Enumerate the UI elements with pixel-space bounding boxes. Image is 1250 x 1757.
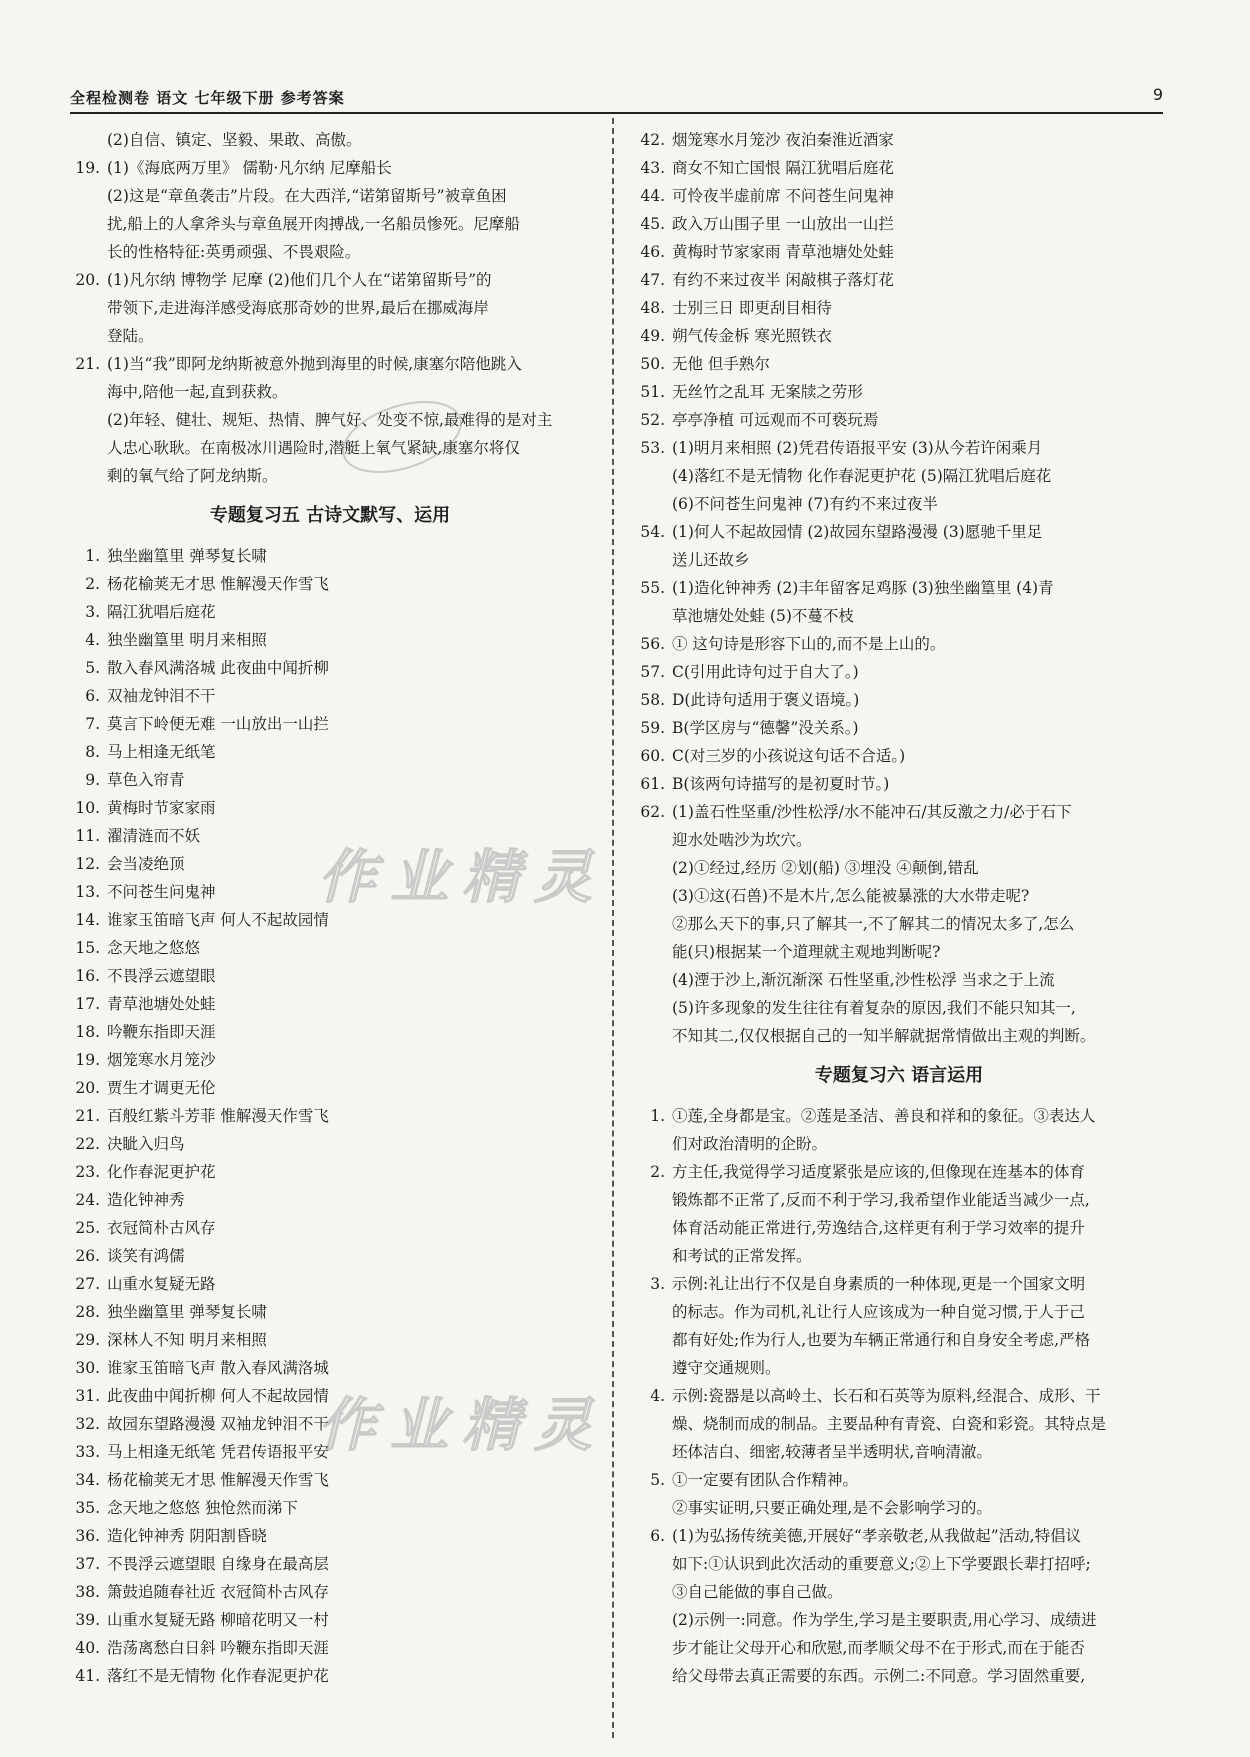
answer-item bbox=[70, 962, 590, 990]
answer-line: 政入万山围子里 一山放出一山拦 bbox=[672, 215, 894, 233]
answer-line: (1)明月来相照 (2)凭君传语报平安 (3)从今若许闲乘月 bbox=[672, 439, 1043, 457]
answer-item bbox=[635, 658, 1163, 686]
answer-item bbox=[70, 1466, 590, 1494]
answer-item bbox=[70, 154, 590, 266]
answer-number: 59. bbox=[640, 719, 665, 737]
answer-line: ②那么天下的事,只了解其一,不了解其二的情况太多了,怎么 bbox=[672, 915, 1075, 933]
answer-line: 不畏浮云遮望眼 自缘身在最高层 bbox=[107, 1555, 329, 1573]
answer-item bbox=[70, 1046, 590, 1074]
answer-item bbox=[70, 710, 590, 738]
answer-number: 24. bbox=[75, 1191, 100, 1209]
answer-item bbox=[635, 238, 1163, 266]
answer-line: (4)落红不是无情物 化作春泥更护花 (5)隔江犹唱后庭花 bbox=[672, 467, 1052, 485]
answer-number: 21. bbox=[75, 1107, 100, 1125]
answer-item bbox=[70, 1606, 590, 1634]
answer-line: (2)示例一:同意。作为学生,学习是主要职责,用心学习、成绩进 bbox=[672, 1611, 1097, 1629]
answer-line: ① 这句诗是形容下山的,而不是上山的。 bbox=[672, 635, 946, 653]
answer-item bbox=[635, 182, 1163, 210]
answer-number: 27. bbox=[75, 1275, 100, 1293]
answer-line: ②事实证明,只要正确处理,是不会影响学习的。 bbox=[672, 1499, 992, 1517]
answer-number: 12. bbox=[75, 855, 100, 873]
answer-item bbox=[70, 350, 590, 490]
answer-number: 35. bbox=[75, 1499, 100, 1517]
answer-number: 25. bbox=[75, 1219, 100, 1237]
answer-line: 决眦入归鸟 bbox=[107, 1135, 185, 1153]
answer-line: (2)①经过,经历 ②划(船) ③埋没 ④颠倒,错乱 bbox=[672, 859, 979, 877]
answer-line: 坯体洁白、细密,较薄者呈半透明状,音响清澈。 bbox=[672, 1443, 992, 1461]
answer-line: 黄梅时节家家雨 青草池塘处处蛙 bbox=[672, 243, 894, 261]
answer-line: 独坐幽篁里 弹琴复长啸 bbox=[107, 1303, 267, 1321]
answer-number: 39. bbox=[75, 1611, 100, 1629]
answer-item bbox=[635, 1522, 1163, 1690]
answer-number: 5. bbox=[650, 1471, 665, 1489]
answer-item bbox=[635, 210, 1163, 238]
answer-number: 3. bbox=[650, 1275, 665, 1293]
answer-number: 33. bbox=[75, 1443, 100, 1461]
answer-line: 马上相逢无纸笔 凭君传语报平安 bbox=[107, 1443, 329, 1461]
answer-number: 46. bbox=[640, 243, 665, 261]
answer-line: 浩荡离愁白日斜 吟鞭东指即天涯 bbox=[107, 1639, 329, 1657]
answer-number: 57. bbox=[640, 663, 665, 681]
answer-item bbox=[70, 1662, 590, 1690]
answer-line: 迎水处啮沙为坎穴。 bbox=[672, 831, 812, 849]
answer-item bbox=[635, 294, 1163, 322]
answer-line: 海中,陪他一起,直到获救。 bbox=[107, 383, 288, 401]
watermark-text: 作业精灵 bbox=[318, 1391, 607, 1459]
answer-line: 谁家玉笛暗飞声 何人不起故园情 bbox=[107, 911, 329, 929]
answer-number: 56. bbox=[640, 635, 665, 653]
answer-item bbox=[70, 1102, 590, 1130]
answer-number: 51. bbox=[640, 383, 665, 401]
answer-item bbox=[70, 794, 590, 822]
answer-number: 41. bbox=[75, 1667, 100, 1685]
answer-line: 无丝竹之乱耳 无案牍之劳形 bbox=[672, 383, 863, 401]
answer-number: 62. bbox=[640, 803, 665, 821]
answer-number: 38. bbox=[75, 1583, 100, 1601]
answer-number: 6. bbox=[85, 687, 100, 705]
answer-item bbox=[70, 934, 590, 962]
answer-line: 会当凌绝顶 bbox=[107, 855, 185, 873]
answer-item bbox=[70, 1270, 590, 1298]
answer-number: 11. bbox=[75, 827, 100, 845]
answer-line: 都有好处;作为行人,也要为车辆正常通行和自身安全考虑,严格 bbox=[672, 1331, 1091, 1349]
answer-number: 1. bbox=[650, 1107, 665, 1125]
answer-number: 23. bbox=[75, 1163, 100, 1181]
answer-line: 深林人不知 明月来相照 bbox=[107, 1331, 267, 1349]
answer-number: 2. bbox=[650, 1163, 665, 1181]
answer-item bbox=[635, 686, 1163, 714]
answer-line: 莫言下岭便无难 一山放出一山拦 bbox=[107, 715, 329, 733]
answer-line: 不知其二,仅仅根据自己的一知半解就据常情做出主观的判断。 bbox=[672, 1027, 1096, 1045]
answer-number: 53. bbox=[640, 439, 665, 457]
page-number: 9 bbox=[1152, 85, 1163, 104]
answer-line: 有约不来过夜半 闲敲棋子落灯花 bbox=[672, 271, 894, 289]
answer-number: 17. bbox=[75, 995, 100, 1013]
answer-item bbox=[635, 154, 1163, 182]
answer-line: (6)不问苍生问鬼神 (7)有约不来过夜半 bbox=[672, 495, 938, 513]
answer-number: 20. bbox=[75, 1079, 100, 1097]
answer-line: 杨花榆荚无才思 惟解漫天作雪飞 bbox=[107, 575, 329, 593]
answer-item bbox=[635, 434, 1163, 518]
answer-line: 能(只)根据某一个道理就主观地判断呢? bbox=[672, 943, 941, 961]
answer-line: 化作春泥更护花 bbox=[107, 1163, 216, 1181]
answer-item bbox=[635, 322, 1163, 350]
answer-number: 10. bbox=[75, 799, 100, 817]
answer-line: 黄梅时节家家雨 bbox=[107, 799, 216, 817]
page-header bbox=[70, 82, 1163, 114]
answer-item bbox=[70, 626, 590, 654]
answer-line: (1)为弘扬传统美德,开展好“孝亲敬老,从我做起”活动,特倡议 bbox=[672, 1527, 1082, 1545]
answer-line: 示例:礼让出行不仅是自身素质的一种体现,更是一个国家文明 bbox=[672, 1275, 1086, 1293]
answer-line: 独坐幽篁里 弹琴复长啸 bbox=[107, 547, 267, 565]
answer-item bbox=[70, 126, 590, 154]
answer-line: 烟笼寒水月笼沙 夜泊秦淮近酒家 bbox=[672, 131, 894, 149]
answer-item bbox=[70, 1494, 590, 1522]
answer-item bbox=[70, 738, 590, 766]
answer-number: 42. bbox=[640, 131, 665, 149]
answer-number: 7. bbox=[85, 715, 100, 733]
answer-line: (2)自信、镇定、坚毅、果敢、高傲。 bbox=[107, 131, 362, 149]
answer-line: 步才能让父母开心和欣慰,而孝顺父母不在于形式,而在于能否 bbox=[672, 1639, 1085, 1657]
answer-line: 落红不是无情物 化作春泥更护花 bbox=[107, 1667, 329, 1685]
answer-item bbox=[635, 378, 1163, 406]
answer-number: 58. bbox=[640, 691, 665, 709]
answer-item bbox=[70, 1242, 590, 1270]
answer-item bbox=[635, 1102, 1163, 1158]
answer-item bbox=[70, 682, 590, 710]
answer-line: 的标志。作为司机,礼让行人应该成为一种自觉习惯,于人于己 bbox=[672, 1303, 1085, 1321]
answer-line: 方主任,我觉得学习适度紧张是应该的,但像现在连基本的体育 bbox=[672, 1163, 1085, 1181]
answer-line: 山重水复疑无路 柳暗花明又一村 bbox=[107, 1611, 329, 1629]
answer-line: 带领下,走进海洋感受海底那奇妙的世界,最后在挪威海岸 bbox=[107, 299, 489, 317]
answer-line: (1)凡尔纳 博物学 尼摩 (2)他们几个人在“诺第留斯号”的 bbox=[107, 271, 492, 289]
answer-number: 3. bbox=[85, 603, 100, 621]
answer-line: 给父母带去真正需要的东西。示例二:不同意。学习固然重要, bbox=[672, 1667, 1086, 1685]
answer-number: 19. bbox=[75, 159, 100, 177]
answer-line: 青草池塘处处蛙 bbox=[107, 995, 216, 1013]
answer-number: 40. bbox=[75, 1639, 100, 1657]
answer-line: 草色入帘青 bbox=[107, 771, 185, 789]
answer-number: 60. bbox=[640, 747, 665, 765]
answer-line: 双袖龙钟泪不干 bbox=[107, 687, 216, 705]
answer-line: 故园东望路漫漫 双袖龙钟泪不干 bbox=[107, 1415, 329, 1433]
answer-item bbox=[70, 1522, 590, 1550]
answer-number: 4. bbox=[650, 1387, 665, 1405]
answer-line: C(对三岁的小孩说这句话不合适。) bbox=[672, 747, 906, 765]
answer-line: 念天地之悠悠 bbox=[107, 939, 201, 957]
answer-item bbox=[70, 1298, 590, 1326]
answer-line: 长的性格特征:英勇顽强、不畏艰险。 bbox=[107, 243, 361, 261]
answer-line: ①一定要有团队合作精神。 bbox=[672, 1471, 859, 1489]
answer-line: 亭亭净植 可远观而不可亵玩焉 bbox=[672, 411, 879, 429]
answer-item bbox=[70, 990, 590, 1018]
answer-line: (3)①这(石兽)不是木片,怎么能被暴涨的大水带走呢? bbox=[672, 887, 1030, 905]
answer-number: 48. bbox=[640, 299, 665, 317]
answer-line: (2)这是“章鱼袭击”片段。在大西洋,“诺第留斯号”被章鱼困 bbox=[107, 187, 507, 205]
answer-number: 55. bbox=[640, 579, 665, 597]
answer-number: 14. bbox=[75, 911, 100, 929]
answer-item bbox=[635, 1270, 1163, 1382]
answer-item bbox=[70, 598, 590, 626]
answer-line: 草池塘处处蛙 (5)不蔓不枝 bbox=[672, 607, 854, 625]
answer-number: 32. bbox=[75, 1415, 100, 1433]
answer-line: 山重水复疑无路 bbox=[107, 1275, 216, 1293]
answer-line: ③自己能做的事自己做。 bbox=[672, 1583, 843, 1601]
answer-number: 43. bbox=[640, 159, 665, 177]
answer-line: (1)造化钟神秀 (2)丰年留客足鸡豚 (3)独坐幽篁里 (4)青 bbox=[672, 579, 1054, 597]
answer-line: 锻炼都不正常了,反而不利于学习,我希望作业能适当减少一点, bbox=[672, 1191, 1090, 1209]
answer-number: 4. bbox=[85, 631, 100, 649]
answer-line: 贾生才调更无伦 bbox=[107, 1079, 216, 1097]
answer-item bbox=[635, 406, 1163, 434]
answer-number: 16. bbox=[75, 967, 100, 985]
answer-item bbox=[70, 1158, 590, 1186]
column-divider bbox=[612, 118, 614, 1738]
answer-number: 50. bbox=[640, 355, 665, 373]
answer-number: 1. bbox=[85, 547, 100, 565]
answer-line: 念天地之悠悠 独怆然而涕下 bbox=[107, 1499, 298, 1517]
answer-number: 31. bbox=[75, 1387, 100, 1405]
answer-line: 不畏浮云遮望眼 bbox=[107, 967, 216, 985]
answer-item bbox=[70, 1018, 590, 1046]
answer-number: 20. bbox=[75, 271, 100, 289]
answer-line: 造化钟神秀 bbox=[107, 1191, 185, 1209]
answer-item bbox=[70, 1578, 590, 1606]
answer-item bbox=[70, 654, 590, 682]
answer-number: 13. bbox=[75, 883, 100, 901]
answer-item bbox=[635, 1382, 1163, 1466]
answer-item bbox=[635, 574, 1163, 630]
answer-line: 和考试的正常发挥。 bbox=[672, 1247, 812, 1265]
answer-line: 如下:①认识到此次活动的重要意义;②上下学要跟长辈打招呼; bbox=[672, 1555, 1091, 1573]
answer-number: 19. bbox=[75, 1051, 100, 1069]
answer-item bbox=[635, 742, 1163, 770]
answer-number: 6. bbox=[650, 1527, 665, 1545]
answer-number: 8. bbox=[85, 743, 100, 761]
answer-line: 此夜曲中闻折柳 何人不起故园情 bbox=[107, 1387, 329, 1405]
answer-number: 2. bbox=[85, 575, 100, 593]
answer-item bbox=[635, 1158, 1163, 1270]
answer-line: (1)《海底两万里》 儒勒·凡尔纳 尼摩船长 bbox=[107, 159, 392, 177]
answer-line: 马上相逢无纸笔 bbox=[107, 743, 216, 761]
answer-item bbox=[70, 1130, 590, 1158]
answer-line: 独坐幽篁里 明月来相照 bbox=[107, 631, 267, 649]
answer-line: 不问苍生问鬼神 bbox=[107, 883, 216, 901]
answer-item bbox=[635, 266, 1163, 294]
answer-line: (4)湮于沙上,渐沉渐深 石性坚重,沙性松浮 当求之于上流 bbox=[672, 971, 1055, 989]
answer-line: 烟笼寒水月笼沙 bbox=[107, 1051, 216, 1069]
answer-number: 52. bbox=[640, 411, 665, 429]
answer-line: 朔气传金柝 寒光照铁衣 bbox=[672, 327, 832, 345]
answer-line: ①莲,全身都是宝。②莲是圣洁、善良和祥和的象征。③表达人 bbox=[672, 1107, 1096, 1125]
answer-item bbox=[70, 1326, 590, 1354]
answer-line: 示例:瓷器是以高岭土、长石和石英等为原料,经混合、成形、干 bbox=[672, 1387, 1101, 1405]
answer-line: 百般红紫斗芳菲 惟解漫天作雪飞 bbox=[107, 1107, 329, 1125]
section-heading: 专题复习六 语言运用 bbox=[814, 1065, 984, 1086]
answer-number: 21. bbox=[75, 355, 100, 373]
answer-line: 谁家玉笛暗飞声 散入春风满洛城 bbox=[107, 1359, 329, 1377]
answer-item bbox=[635, 714, 1163, 742]
answer-number: 18. bbox=[75, 1023, 100, 1041]
answer-number: 22. bbox=[75, 1135, 100, 1153]
answer-number: 49. bbox=[640, 327, 665, 345]
answer-item bbox=[635, 126, 1163, 154]
answer-line: B(该两句诗描写的是初夏时节。) bbox=[672, 775, 890, 793]
answer-number: 9. bbox=[85, 771, 100, 789]
answer-number: 61. bbox=[640, 775, 665, 793]
answer-line: 送儿还故乡 bbox=[672, 551, 750, 569]
answer-number: 28. bbox=[75, 1303, 100, 1321]
answer-item bbox=[70, 1214, 590, 1242]
answer-line: 谈笑有鸿儒 bbox=[107, 1247, 185, 1265]
right-column bbox=[635, 126, 1163, 1690]
answer-number: 45. bbox=[640, 215, 665, 233]
answer-number: 29. bbox=[75, 1331, 100, 1349]
answer-line: 们对政治清明的企盼。 bbox=[672, 1135, 828, 1153]
answer-line: (2)年轻、健壮、规矩、热情、脾气好、处变不惊,最难得的是对主 bbox=[107, 411, 553, 429]
answer-line: 濯清涟而不妖 bbox=[107, 827, 201, 845]
answer-line: 扰,船上的人拿斧头与章鱼展开肉搏战,一名船员惨死。尼摩船 bbox=[107, 215, 520, 233]
answer-number: 36. bbox=[75, 1527, 100, 1545]
answer-number: 54. bbox=[640, 523, 665, 541]
answer-line: C(引用此诗句过于自大了。) bbox=[672, 663, 859, 681]
answer-line: 散入春风满洛城 此夜曲中闻折柳 bbox=[107, 659, 329, 677]
answer-item bbox=[70, 266, 590, 350]
answer-item bbox=[70, 570, 590, 598]
answer-line: 造化钟神秀 阴阳割昏晓 bbox=[107, 1527, 267, 1545]
answer-item bbox=[70, 766, 590, 794]
watermark-text: 作业精灵 bbox=[318, 843, 607, 911]
section-heading: 专题复习五 古诗文默写、运用 bbox=[209, 505, 451, 526]
answer-item bbox=[635, 1466, 1163, 1522]
answer-number: 44. bbox=[640, 187, 665, 205]
answer-line: (5)许多现象的发生往往有着复杂的原因,我们不能只知其一, bbox=[672, 999, 1076, 1017]
answer-line: 衣冠简朴古风存 bbox=[107, 1219, 216, 1237]
answer-line: 士别三日 即更刮目相待 bbox=[672, 299, 832, 317]
answer-line: (1)当“我”即阿龙纳斯被意外抛到海里的时候,康塞尔陪他跳入 bbox=[107, 355, 522, 373]
answer-item bbox=[70, 1074, 590, 1102]
answer-line: 隔江犹唱后庭花 bbox=[107, 603, 216, 621]
answer-line: (1)盖石性坚重/沙性松浮/水不能冲石/其反激之力/必于石下 bbox=[672, 803, 1072, 821]
answer-item bbox=[70, 542, 590, 570]
answer-number: 37. bbox=[75, 1555, 100, 1573]
answer-number: 15. bbox=[75, 939, 100, 957]
answer-number: 5. bbox=[85, 659, 100, 677]
answer-line: 吟鞭东指即天涯 bbox=[107, 1023, 216, 1041]
answer-line: 燥、烧制而成的制品。主要品种有青瓷、白瓷和彩瓷。其特点是 bbox=[672, 1415, 1107, 1433]
answer-line: 登陆。 bbox=[107, 327, 154, 345]
answer-line: 可怜夜半虚前席 不问苍生问鬼神 bbox=[672, 187, 894, 205]
answer-number: 30. bbox=[75, 1359, 100, 1377]
answer-line: 人忠心耿耿。在南极冰川遇险时,潜艇上氧气紧缺,康塞尔将仅 bbox=[107, 439, 520, 457]
answer-item bbox=[70, 1186, 590, 1214]
answer-item bbox=[635, 770, 1163, 798]
header-title: 全程检测卷 语文 七年级下册 参考答案 bbox=[70, 89, 345, 107]
answer-line: 遵守交通规则。 bbox=[672, 1359, 781, 1377]
answer-line: 无他 但手熟尔 bbox=[672, 355, 770, 373]
answer-item bbox=[70, 1550, 590, 1578]
answer-number: 26. bbox=[75, 1247, 100, 1265]
answer-item bbox=[635, 518, 1163, 574]
answer-item bbox=[635, 798, 1163, 1050]
answer-number: 34. bbox=[75, 1471, 100, 1489]
answer-line: 杨花榆荚无才思 惟解漫天作雪飞 bbox=[107, 1471, 329, 1489]
answer-line: 箫鼓追随春社近 衣冠简朴古风存 bbox=[107, 1583, 329, 1601]
answer-line: (1)何人不起故园情 (2)故园东望路漫漫 (3)愿驰千里足 bbox=[672, 523, 1043, 541]
answer-line: D(此诗句适用于褒义语境。) bbox=[672, 691, 860, 709]
answer-line: 体育活动能正常进行,劳逸结合,这样更有利于学习效率的提升 bbox=[672, 1219, 1085, 1237]
answer-number: 47. bbox=[640, 271, 665, 289]
answer-item bbox=[70, 1634, 590, 1662]
answer-line: 剩的氧气给了阿龙纳斯。 bbox=[107, 467, 278, 485]
answer-line: B(学区房与“德馨”没关系。) bbox=[672, 719, 859, 737]
answer-line: 商女不知亡国恨 隔江犹唱后庭花 bbox=[672, 159, 894, 177]
answer-item bbox=[635, 630, 1163, 658]
answer-item bbox=[635, 350, 1163, 378]
